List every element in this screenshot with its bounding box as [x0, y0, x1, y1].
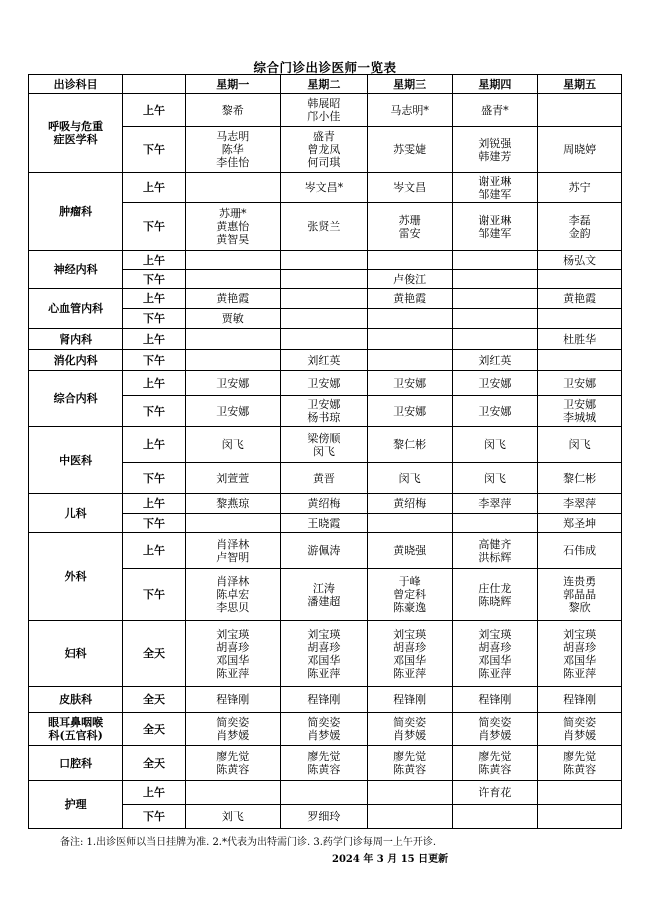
doctor-cell-tuesday: 程锋刚 — [280, 687, 367, 713]
table-row — [29, 94, 622, 127]
header-row — [29, 75, 622, 94]
doctor-cell-wednesday: 程锋刚 — [367, 687, 452, 713]
doctor-cell-monday — [185, 329, 280, 350]
doctor-cell-thursday — [452, 805, 538, 829]
doctor-cell-friday: 杨弘文 — [538, 251, 622, 270]
session-label: 下午 — [123, 350, 185, 371]
doctor-cell-tuesday: 卫安娜 杨书琼 — [280, 396, 367, 427]
department-name: 口腔科 — [29, 746, 123, 781]
doctor-cell-monday — [185, 514, 280, 533]
session-label: 下午 — [123, 805, 185, 829]
doctor-cell-friday: 杜胜华 — [538, 329, 622, 350]
table-row — [29, 427, 622, 463]
doctor-cell-monday: 程锋刚 — [185, 687, 280, 713]
session-label: 下午 — [123, 463, 185, 494]
doctor-cell-wednesday: 黄绍梅 — [367, 494, 452, 514]
header-wednesday: 星期三 — [367, 75, 452, 94]
department-name: 心血管内科 — [29, 289, 123, 329]
doctor-cell-tuesday — [280, 329, 367, 350]
session-label: 上午 — [123, 329, 185, 350]
department-name: 护理 — [29, 781, 123, 829]
doctor-cell-wednesday: 卢俊江 — [367, 270, 452, 289]
session-label: 下午 — [123, 569, 185, 621]
doctor-cell-monday — [185, 270, 280, 289]
doctor-cell-friday: 石伟成 — [538, 533, 622, 569]
doctor-cell-friday: 郑圣坤 — [538, 514, 622, 533]
doctor-cell-wednesday: 闵飞 — [367, 463, 452, 494]
page-title: 综合门诊出诊医师一览表 — [253, 60, 397, 75]
doctor-cell-wednesday — [367, 805, 452, 829]
session-label: 全天 — [123, 621, 185, 687]
doctor-cell-monday: 黎燕琼 — [185, 494, 280, 514]
department-name: 妇科 — [29, 621, 123, 687]
doctor-cell-monday: 黄艳霞 — [185, 289, 280, 309]
doctor-cell-monday: 肖泽林 卢智明 — [185, 533, 280, 569]
table-row — [29, 173, 622, 203]
doctor-cell-friday: 闵飞 — [538, 427, 622, 463]
doctor-cell-wednesday — [367, 514, 452, 533]
session-label: 上午 — [123, 173, 185, 203]
department-name: 肾内科 — [29, 329, 123, 350]
header-thursday: 星期四 — [452, 75, 538, 94]
doctor-cell-tuesday: 岑文昌* — [280, 173, 367, 203]
doctor-cell-thursday: 高健齐 洪标辉 — [452, 533, 538, 569]
doctor-cell-tuesday: 简奕姿 肖梦媛 — [280, 713, 367, 746]
doctor-cell-monday: 卫安娜 — [185, 371, 280, 396]
doctor-cell-thursday: 刘宝瑛 胡喜珍 邓国华 陈亚萍 — [452, 621, 538, 687]
header-monday: 星期一 — [185, 75, 280, 94]
doctor-cell-tuesday: 刘宝瑛 胡喜珍 邓国华 陈亚萍 — [280, 621, 367, 687]
doctor-cell-thursday: 刘红英 — [452, 350, 538, 371]
doctor-cell-thursday: 廖先觉 陈黄容 — [452, 746, 538, 781]
header-session — [123, 75, 185, 94]
session-label: 下午 — [123, 396, 185, 427]
doctor-cell-wednesday — [367, 309, 452, 329]
doctor-cell-tuesday: 王晓霞 — [280, 514, 367, 533]
doctor-cell-wednesday: 苏珊 雷安 — [367, 203, 452, 251]
table-row — [29, 289, 622, 309]
header-department: 出诊科目 — [29, 75, 123, 94]
doctor-cell-thursday: 闵飞 — [452, 463, 538, 494]
session-label: 上午 — [123, 781, 185, 805]
doctor-cell-monday — [185, 781, 280, 805]
session-label: 上午 — [123, 371, 185, 396]
doctor-cell-thursday: 卫安娜 — [452, 371, 538, 396]
doctor-cell-thursday: 简奕姿 肖梦媛 — [452, 713, 538, 746]
doctor-cell-thursday — [452, 251, 538, 270]
doctor-cell-monday — [185, 251, 280, 270]
department-name: 综合内科 — [29, 371, 123, 427]
doctor-cell-friday — [538, 309, 622, 329]
department-name: 呼吸与危重 症医学科 — [29, 94, 123, 173]
doctor-cell-monday: 肖泽林 陈卓宏 李思贝 — [185, 569, 280, 621]
doctor-cell-monday: 马志明 陈华 李佳怡 — [185, 127, 280, 173]
session-label: 上午 — [123, 494, 185, 514]
doctor-cell-monday — [185, 350, 280, 371]
department-name: 神经内科 — [29, 251, 123, 289]
doctor-cell-friday: 黄艳霞 — [538, 289, 622, 309]
doctor-cell-tuesday — [280, 781, 367, 805]
session-label: 上午 — [123, 533, 185, 569]
doctor-cell-wednesday: 卫安娜 — [367, 371, 452, 396]
session-label: 上午 — [123, 251, 185, 270]
session-label: 下午 — [123, 309, 185, 329]
doctor-cell-tuesday: 刘红英 — [280, 350, 367, 371]
header-tuesday: 星期二 — [280, 75, 367, 94]
session-label: 上午 — [123, 289, 185, 309]
session-label: 下午 — [123, 127, 185, 173]
doctor-cell-tuesday: 梁傍顺 闵飞 — [280, 427, 367, 463]
doctor-cell-thursday — [452, 270, 538, 289]
table-row — [29, 621, 622, 687]
department-name: 消化内科 — [29, 350, 123, 371]
department-name: 肿瘤科 — [29, 173, 123, 251]
doctor-cell-friday: 李翠萍 — [538, 494, 622, 514]
doctor-cell-tuesday: 江涛 潘建超 — [280, 569, 367, 621]
doctor-cell-thursday: 刘锐强 韩建芳 — [452, 127, 538, 173]
doctor-cell-thursday: 程锋刚 — [452, 687, 538, 713]
doctor-cell-wednesday — [367, 329, 452, 350]
session-label: 全天 — [123, 746, 185, 781]
schedule-table — [28, 74, 622, 829]
doctor-cell-friday — [538, 94, 622, 127]
doctor-cell-tuesday: 卫安娜 — [280, 371, 367, 396]
doctor-cell-thursday — [452, 289, 538, 309]
doctor-cell-monday: 苏珊* 黄惠怡 黄智昊 — [185, 203, 280, 251]
doctor-cell-friday: 卫安娜 李城城 — [538, 396, 622, 427]
doctor-cell-tuesday: 游佩涛 — [280, 533, 367, 569]
doctor-cell-friday — [538, 781, 622, 805]
table-row — [29, 350, 622, 371]
doctor-cell-wednesday — [367, 350, 452, 371]
session-label: 上午 — [123, 94, 185, 127]
doctor-cell-friday: 卫安娜 — [538, 371, 622, 396]
session-label: 下午 — [123, 203, 185, 251]
doctor-cell-wednesday: 于峰 曾定科 陈豪逸 — [367, 569, 452, 621]
doctor-cell-monday: 贾敏 — [185, 309, 280, 329]
department-name: 眼耳鼻咽喉 科(五官科) — [29, 713, 123, 746]
doctor-cell-tuesday: 盛青 曾龙凤 何司琪 — [280, 127, 367, 173]
doctor-cell-wednesday: 岑文昌 — [367, 173, 452, 203]
doctor-cell-friday: 苏宁 — [538, 173, 622, 203]
department-name: 外科 — [29, 533, 123, 621]
doctor-cell-friday: 周晓婷 — [538, 127, 622, 173]
table-row — [29, 494, 622, 514]
doctor-cell-thursday: 庄仕龙 陈晓辉 — [452, 569, 538, 621]
table-row — [29, 533, 622, 569]
doctor-cell-tuesday: 黄绍梅 — [280, 494, 367, 514]
doctor-cell-wednesday: 黎仁彬 — [367, 427, 452, 463]
doctor-cell-monday: 刘飞 — [185, 805, 280, 829]
doctor-cell-thursday: 谢亚琳 邹建军 — [452, 203, 538, 251]
department-name: 中医科 — [29, 427, 123, 494]
session-label: 全天 — [123, 687, 185, 713]
doctor-cell-wednesday: 黄晓强 — [367, 533, 452, 569]
doctor-cell-wednesday — [367, 781, 452, 805]
doctor-cell-wednesday: 廖先觉 陈黄容 — [367, 746, 452, 781]
doctor-cell-tuesday: 黄晋 — [280, 463, 367, 494]
doctor-cell-friday — [538, 270, 622, 289]
doctor-cell-thursday: 卫安娜 — [452, 396, 538, 427]
schedule-body — [29, 94, 622, 829]
doctor-cell-tuesday — [280, 251, 367, 270]
table-row — [29, 371, 622, 396]
doctor-cell-friday — [538, 805, 622, 829]
doctor-cell-wednesday: 苏雯婕 — [367, 127, 452, 173]
doctor-cell-friday: 刘宝瑛 胡喜珍 邓国华 陈亚萍 — [538, 621, 622, 687]
doctor-cell-wednesday — [367, 251, 452, 270]
update-date: 2024 年 3 月 15 日更新 — [332, 854, 449, 865]
table-row — [29, 781, 622, 805]
doctor-cell-thursday: 盛青* — [452, 94, 538, 127]
department-name: 皮肤科 — [29, 687, 123, 713]
doctor-cell-thursday — [452, 514, 538, 533]
doctor-cell-tuesday — [280, 289, 367, 309]
doctor-cell-friday: 简奕姿 肖梦媛 — [538, 713, 622, 746]
table-row — [29, 329, 622, 350]
doctor-cell-friday: 程锋刚 — [538, 687, 622, 713]
doctor-cell-monday — [185, 173, 280, 203]
doctor-cell-tuesday: 罗细玲 — [280, 805, 367, 829]
doctor-cell-monday: 黎希 — [185, 94, 280, 127]
doctor-cell-tuesday: 廖先觉 陈黄容 — [280, 746, 367, 781]
doctor-cell-friday: 廖先觉 陈黄容 — [538, 746, 622, 781]
table-row — [29, 687, 622, 713]
department-name: 儿科 — [29, 494, 123, 533]
doctor-cell-friday: 黎仁彬 — [538, 463, 622, 494]
doctor-cell-monday: 刘萱萱 — [185, 463, 280, 494]
session-label: 下午 — [123, 514, 185, 533]
doctor-cell-wednesday: 简奕姿 肖梦媛 — [367, 713, 452, 746]
doctor-cell-thursday: 许育花 — [452, 781, 538, 805]
doctor-cell-wednesday: 卫安娜 — [367, 396, 452, 427]
doctor-cell-tuesday — [280, 270, 367, 289]
table-row — [29, 713, 622, 746]
doctor-cell-tuesday: 韩展昭 邝小佳 — [280, 94, 367, 127]
doctor-cell-wednesday: 刘宝瑛 胡喜珍 邓国华 陈亚萍 — [367, 621, 452, 687]
table-row — [29, 746, 622, 781]
doctor-cell-monday: 闵飞 — [185, 427, 280, 463]
doctor-cell-wednesday: 马志明* — [367, 94, 452, 127]
doctor-cell-monday: 刘宝瑛 胡喜珍 邓国华 陈亚萍 — [185, 621, 280, 687]
doctor-cell-thursday — [452, 309, 538, 329]
doctor-cell-tuesday — [280, 309, 367, 329]
session-label: 全天 — [123, 713, 185, 746]
doctor-cell-friday: 连贵勇 郭晶晶 黎欣 — [538, 569, 622, 621]
doctor-cell-friday — [538, 350, 622, 371]
doctor-cell-monday: 简奕姿 肖梦媛 — [185, 713, 280, 746]
doctor-cell-thursday: 谢亚琳 邹建军 — [452, 173, 538, 203]
doctor-cell-thursday: 闵飞 — [452, 427, 538, 463]
doctor-cell-tuesday: 张贤兰 — [280, 203, 367, 251]
doctor-cell-friday: 李磊 金韵 — [538, 203, 622, 251]
doctor-cell-thursday: 李翠萍 — [452, 494, 538, 514]
doctor-cell-monday: 卫安娜 — [185, 396, 280, 427]
session-label: 下午 — [123, 270, 185, 289]
table-row — [29, 251, 622, 270]
header-friday: 星期五 — [538, 75, 622, 94]
footnote: 备注: 1.出诊医师以当日挂牌为准. 2.*代表为出特需门诊. 3.药学门诊每周一上午开诊. — [60, 837, 437, 848]
doctor-cell-wednesday: 黄艳霞 — [367, 289, 452, 309]
session-label: 上午 — [123, 427, 185, 463]
doctor-cell-monday: 廖先觉 陈黄容 — [185, 746, 280, 781]
doctor-cell-thursday — [452, 329, 538, 350]
